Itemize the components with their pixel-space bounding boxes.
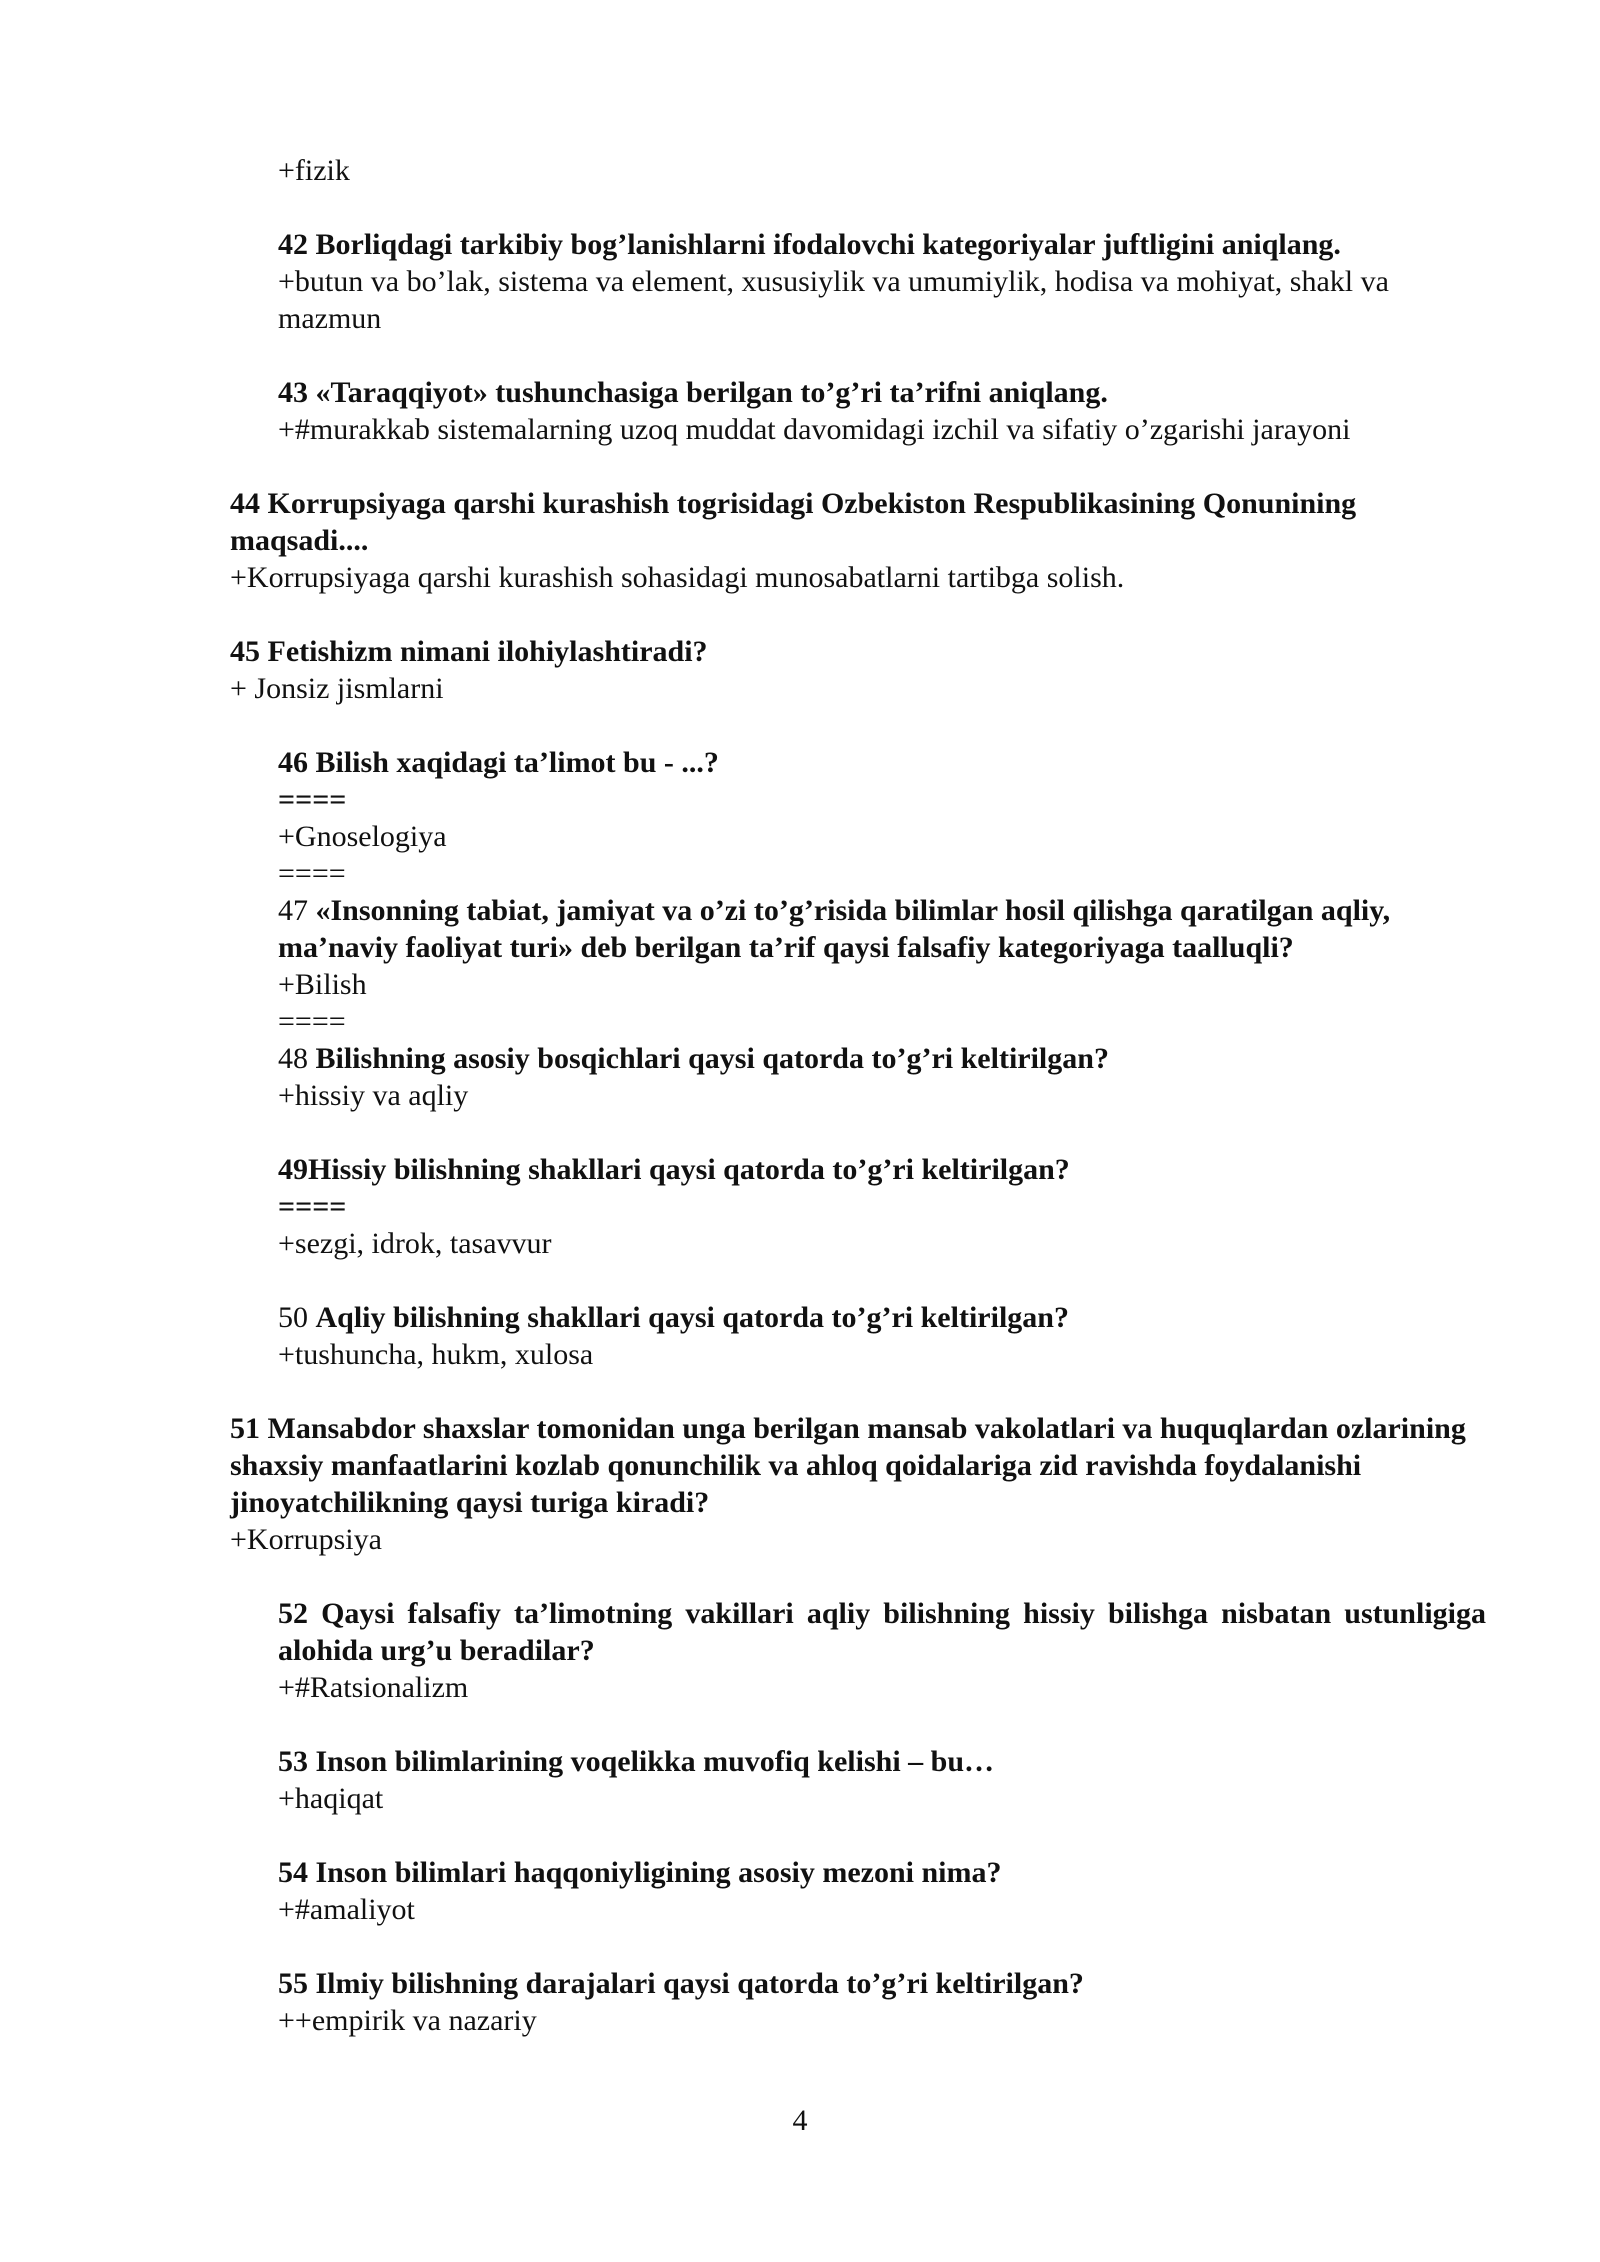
question-42: 42 Borliqdagi tarkibiy bog’lanishlarni ifodalovchi kategoriyalar juftligini aniqlang.	[278, 228, 1341, 261]
question-47-text: «Insonning tabiat, jamiyat va o’zi to’g’risida bilimlar hosil qilishga qaratilgan aqliy, ma’naviy faoliyat turi» deb berilgan ta’rif qaysi falsafiy kategoriyaga taalluqli?	[278, 894, 1391, 964]
answer-43: +#murakkab sistemalarning uzoq muddat davomidagi izchil va sifatiy o’zgarishi jarayoni	[278, 413, 1351, 446]
separator-49: ====	[278, 1190, 347, 1223]
page-content	[0, 152, 1600, 2076]
question-52: 52 Qaysi falsafiy ta’limotning vakillari aqliy bilishning hissiy bilishga nisbatan ustunligiga alohida urg’u beradilar?	[278, 1597, 1486, 1667]
question-46: 46 Bilish xaqidagi ta’limot bu - ...?	[278, 746, 719, 779]
question-50-text: Aqliy bilishning shakllari qaysi qatorda to’g’ri keltirilgan?	[315, 1301, 1069, 1334]
answer-47: +Bilish	[278, 968, 367, 1001]
answer-53: +haqiqat	[278, 1782, 384, 1815]
answer-55: ++empirik va nazariy	[278, 2004, 537, 2037]
question-48-number: 48	[278, 1042, 316, 1075]
question-48	[278, 1040, 1486, 1077]
question-block-49	[278, 1151, 1486, 1262]
answer-48: +hissiy va aqliy	[278, 1079, 469, 1112]
question-block-43	[278, 374, 1486, 448]
question-50-number: 50	[278, 1301, 316, 1334]
answer-41: +fizik	[278, 154, 350, 187]
question-block-55	[278, 1965, 1486, 2039]
question-block-51	[230, 1410, 1486, 1558]
answer-51: +Korrupsiya	[230, 1523, 382, 1556]
question-45: 45 Fetishizm nimani ilohiylashtiradi?	[230, 635, 708, 668]
question-47	[278, 892, 1486, 966]
answer-54: +#amaliyot	[278, 1893, 415, 1926]
question-53: 53 Inson bilimlarining voqelikka muvofiq kelishi – bu…	[278, 1745, 995, 1778]
answer-44: +Korrupsiyaga qarshi kurashish sohasidagi munosabatlarni tartibga solish.	[230, 561, 1125, 594]
question-54: 54 Inson bilimlari haqqoniyligining asosiy mezoni nima?	[278, 1856, 1002, 1889]
answer-52: +#Ratsionalizm	[278, 1671, 469, 1704]
question-55: 55 Ilmiy bilishning darajalari qaysi qatorda to’g’ri keltirilgan?	[278, 1967, 1084, 2000]
question-50	[278, 1299, 1486, 1336]
answer-block-41	[278, 152, 1486, 189]
answer-50: +tushuncha, hukm, xulosa	[278, 1338, 594, 1371]
answer-42: +butun va bo’lak, sistema va element, xususiylik va umumiylik, hodisa va mohiyat, shakl va mazmun	[278, 265, 1389, 335]
answer-45: + Jonsiz jismlarni	[230, 672, 444, 705]
question-block-47	[278, 892, 1486, 1040]
question-block-53	[278, 1743, 1486, 1817]
question-47-number: 47	[278, 894, 316, 927]
question-block-50	[278, 1299, 1486, 1373]
question-51: 51 Mansabdor shaxslar tomonidan unga berilgan mansab vakolatlari va huquqlardan ozlarining shaxsiy manfaatlarini kozlab qonunchilik va ahloq qoidalariga zid ravishda foydalanishi jinoyatchilikning qaysi turiga kiradi?	[230, 1412, 1466, 1519]
question-block-42	[278, 226, 1486, 337]
question-49: 49Hissiy bilishning shakllari qaysi qatorda to’g’ri keltirilgan?	[278, 1153, 1070, 1186]
question-block-46	[278, 744, 1486, 892]
answer-46: +Gnoselogiya	[278, 820, 447, 853]
separator-46b: ====	[278, 857, 346, 890]
answer-49: +sezgi, idrok, tasavvur	[278, 1227, 552, 1260]
question-block-48	[278, 1040, 1486, 1114]
question-block-52	[278, 1595, 1486, 1706]
question-48-text: Bilishning asosiy bosqichlari qaysi qatorda to’g’ri keltirilgan?	[315, 1042, 1109, 1075]
question-44: 44 Korrupsiyaga qarshi kurashish togrisidagi Ozbekiston Respublikasining Qonunining maqsadi....	[230, 487, 1357, 557]
separator-47: ====	[278, 1005, 346, 1038]
question-block-45	[230, 633, 1486, 707]
question-block-54	[278, 1854, 1486, 1928]
question-block-44	[230, 485, 1486, 596]
page-number: 4	[792, 2104, 808, 2137]
separator-46a: ====	[278, 783, 347, 816]
question-43: 43 «Taraqqiyot» tushunchasiga berilgan to’g’ri ta’rifni aniqlang.	[278, 376, 1108, 409]
